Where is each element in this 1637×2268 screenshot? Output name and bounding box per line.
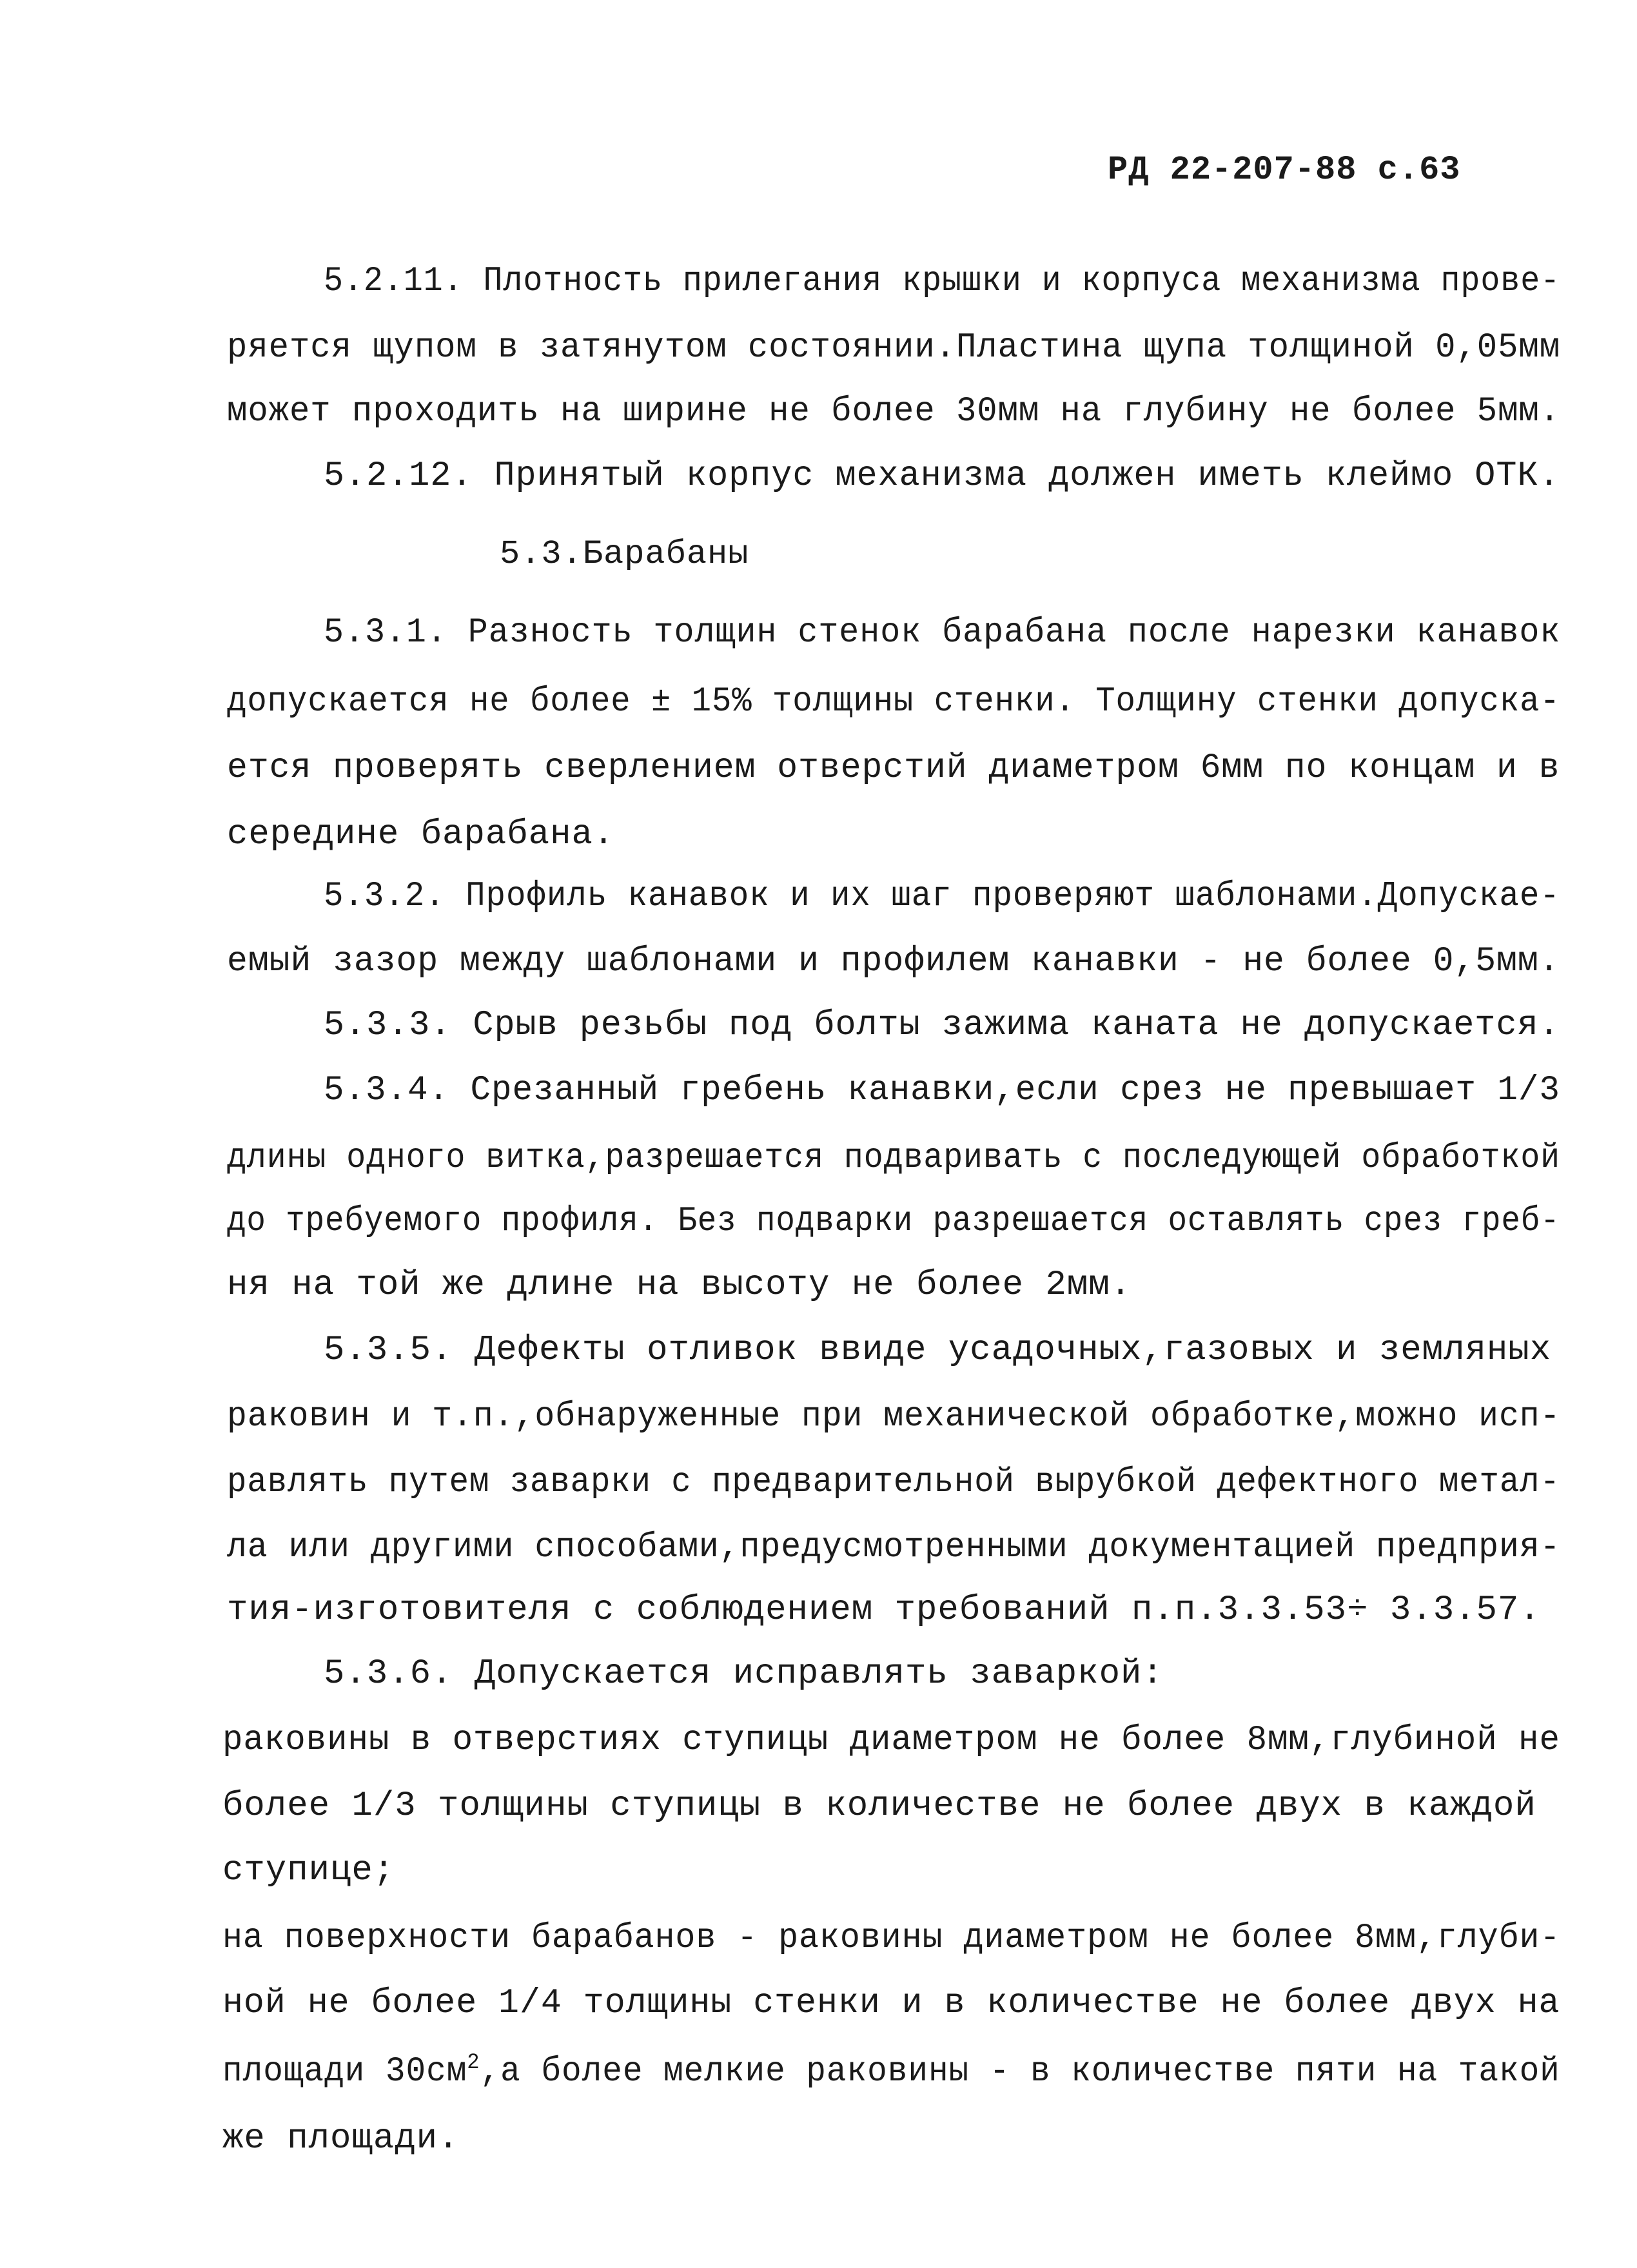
doc-reference-header: РД 22-207-88 с.63 [1108,151,1461,189]
section-heading-drums: 5.3.Барабаны [500,535,749,573]
paragraph-5-3-5-line-4: ла или другими способами,предусмотренными документацией предприя- [227,1528,1561,1567]
paragraph-5-3-2-line-2: емый зазор между шаблонами и профилем канавки - не более 0,5мм. [227,942,1560,981]
paragraph-5-3-6-line-2: раковины в отверстиях ступицы диаметром не более 8мм,глубиной не [222,1721,1560,1760]
paragraph-5-3-6-line-7 [222,2051,1560,2093]
paragraph-5-3-1-line-3: ется проверять сверлением отверстий диаметром 6мм по концам и в [227,748,1560,788]
paragraph-5-3-4-line-1: 5.3.4. Срезанный гребень канавки,если срез не превышает 1/3 [324,1071,1560,1110]
paragraph-5-3-5-line-3: равлять путем заварки с предварительной вырубкой дефектного метал- [227,1463,1560,1502]
paragraph-5-3-5-line-1: 5.3.5. Дефекты отливок ввиде усадочных,газовых и земляных [324,1331,1552,1370]
area-line-rest: ,а более мелкие раковины - в количестве пяти на такой [480,2052,1560,2091]
paragraph-5-3-6-line-8: же площади. [222,2119,460,2158]
paragraph-5-3-1-line-1: 5.3.1. Разность толщин стенок барабана после нарезки канавок [324,613,1561,652]
paragraph-5-3-3: 5.3.3. Срыв резьбы под болты зажима каната не допускается. [324,1006,1560,1045]
paragraph-5-3-4-line-3: до требуемого профиля. Без подварки разрешается оставлять срез греб- [227,1202,1560,1241]
square-exponent: 2 [467,2051,480,2075]
paragraph-5-3-6-line-6: ной не более 1/4 толщины стенки и в количестве не более двух на [222,1984,1560,2023]
paragraph-5-3-6-line-1: 5.3.6. Допускается исправлять заваркой: [324,1654,1164,1694]
paragraph-5-2-11-line-2: ряется щупом в затянутом состоянии.Пластина щупа толщиной 0,05мм [227,328,1561,367]
paragraph-5-3-5-line-2: раковин и т.п.,обнаруженные при механической обработке,можно исп- [227,1397,1561,1436]
paragraph-5-3-2-line-1: 5.3.2. Профиль канавок и их шаг проверяют шаблонами.Допускае- [324,877,1560,916]
paragraph-5-3-4-line-2: длины одного витка,разрешается подваривать с последующей обработкой [227,1139,1561,1178]
paragraph-5-3-4-line-4: ня на той же длине на высоту не более 2мм. [227,1266,1132,1305]
paragraph-5-3-6-line-3: более 1/3 толщины ступицы в количестве не более двух в каждой [222,1786,1536,1826]
paragraph-5-3-6-line-5: на поверхности барабанов - раковины диаметром не более 8мм,глуби- [222,1919,1561,1958]
paragraph-5-3-5-line-5: тия-изготовителя с соблюдением требований п.п.3.3.53÷ 3.3.57. [227,1590,1541,1630]
paragraph-5-3-1-line-4: середине барабана. [227,815,615,854]
paragraph-5-3-6-line-4: ступице; [222,1851,395,1890]
paragraph-5-2-11-line-3: может проходить на ширине не более 30мм на глубину не более 5мм. [227,392,1561,431]
area-label-text: площади 30см [222,2052,467,2091]
paragraph-5-3-1-line-2: допускается не более ± 15% толщины стенки. Толщину стенки допуска- [227,682,1560,721]
paragraph-5-2-12: 5.2.12. Принятый корпус механизма должен иметь клеймо ОТК. [324,456,1560,496]
paragraph-5-2-11-line-1: 5.2.11. Плотность прилегания крышки и корпуса механизма прове- [324,262,1561,301]
